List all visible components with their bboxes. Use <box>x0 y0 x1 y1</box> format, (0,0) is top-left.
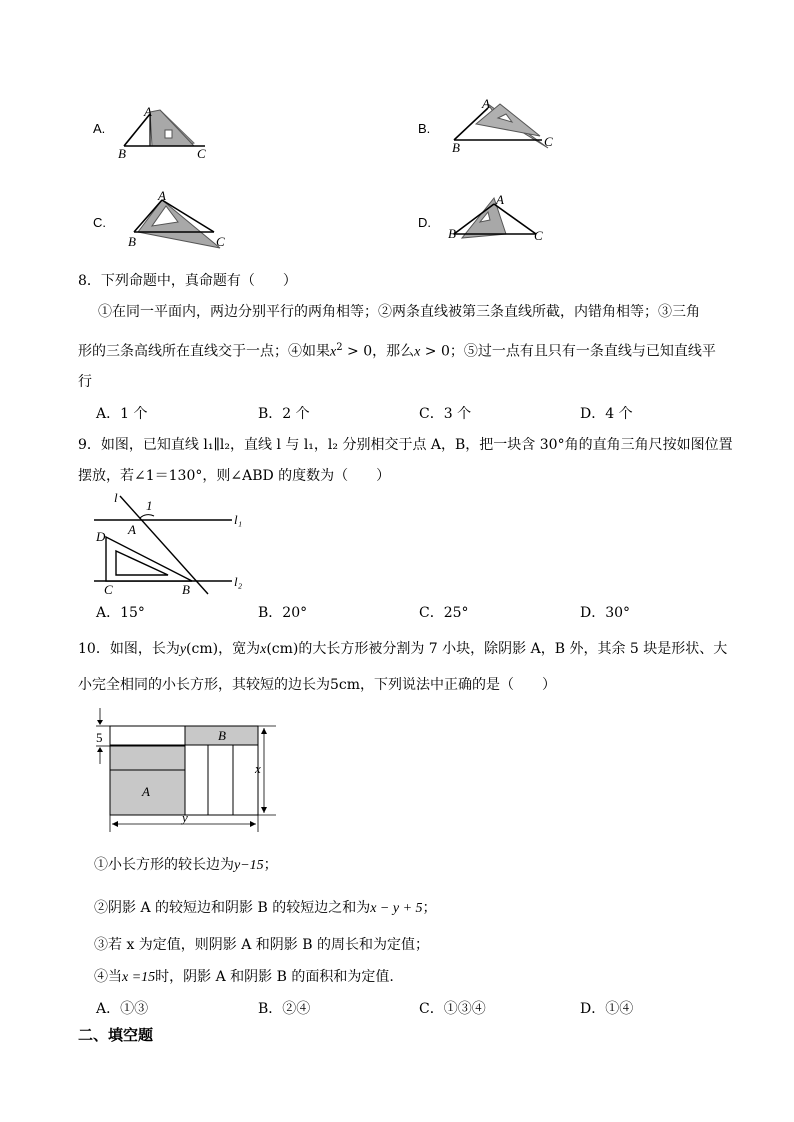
q10-label-y: y <box>182 810 188 825</box>
q10-label-b: B <box>218 728 226 743</box>
q7-a-pt-a: A <box>144 104 152 119</box>
q7-d-pt-a: A <box>496 192 504 207</box>
q10-statement-4: ④当x =15时，阴影 A 和阴影 B 的面积和为定值. <box>94 969 394 985</box>
q9-stem-line2: 摆放，若∠1＝130°，则∠ABD 的度数为（ ） <box>78 468 391 484</box>
q7-option-d-figure <box>440 188 555 250</box>
q10-statement-2: ②阴影 A 的较短边和阴影 B 的较短边之和为x − y + 5； <box>94 900 437 916</box>
q7-option-b-label: B. <box>418 121 431 136</box>
q9-figure <box>82 488 257 598</box>
q9-label-d: D <box>96 529 106 544</box>
q9-label-1: 1 <box>146 498 153 513</box>
q9-label-a: A <box>128 522 136 537</box>
q10-label-5: 5 <box>96 730 103 745</box>
q10-option-d: D．①④ <box>580 1001 634 1017</box>
q7-option-d-label: D. <box>418 215 431 230</box>
q9-stem-line1: 9．如图，已知直线 l₁∥l₂，直线 l 与 l₁，l₂ 分别相交于点 A，B，把一块含 30°角的直角三角尺按如图位置 <box>78 437 733 453</box>
q7-d-pt-c: C <box>534 228 543 243</box>
q7-option-c-figure <box>122 188 237 250</box>
q9-label-l: l <box>114 490 118 505</box>
q9-label-l1: l₁ <box>234 512 243 527</box>
q10-statement-1: ①小长方形的较长边为y−15； <box>94 857 278 873</box>
q9-label-b: B <box>182 582 190 597</box>
q7-c-pt-a: A <box>158 188 166 203</box>
q7-option-c-label: C. <box>93 215 106 230</box>
q7-d-pt-b: B <box>448 226 456 241</box>
q10-stem-line2: 小完全相同的小长方形，其较短的边长为5cm，下列说法中正确的是（ ） <box>78 677 557 693</box>
q9-option-a: A．15° <box>96 605 145 621</box>
q7-a-pt-b: B <box>118 146 126 161</box>
q7-option-a-label: A. <box>93 121 106 136</box>
q9-label-l2: l₂ <box>234 574 243 589</box>
q9-option-c: C．25° <box>419 605 469 621</box>
q10-option-c: C．①③④ <box>419 1001 486 1017</box>
q8-statement-line2: 形的三条高线所在直线交于一点；④如果$x^2 > 0$，那么x > 0；⑤过一点有且只有一条直线与已知直线平 <box>78 342 716 360</box>
q10-label-a: A <box>142 784 150 799</box>
q8-option-b: B．2 个 <box>258 406 310 422</box>
q8-statement-line3: 行 <box>78 374 92 390</box>
q10-label-x: x <box>255 761 261 776</box>
q9-option-b: B．20° <box>258 605 308 621</box>
section-heading-fill-in: 二、填空题 <box>78 1026 154 1044</box>
q8-statement-line1: ①在同一平面内，两边分别平行的两角相等；②两条直线被第三条直线所截，内错角相等；③三角 <box>98 304 700 320</box>
q7-option-b-figure <box>440 96 565 158</box>
q7-b-pt-a: A <box>482 96 490 111</box>
q10-option-a: A．①③ <box>96 1001 149 1017</box>
q10-stem-line1: 10．如图，长为y(cm)，宽为x(cm)的大长方形被分割为 7 小块，除阴影 A，B 外，其余 5 块是形状、大 <box>78 641 728 657</box>
q8-stem: 8．下列命题中，真命题有（ ） <box>78 273 297 289</box>
q7-b-pt-c: C <box>544 134 553 149</box>
q7-c-pt-c: C <box>216 234 225 249</box>
q8-option-c: C．3 个 <box>419 406 472 422</box>
q7-c-pt-b: B <box>128 234 136 249</box>
q8-option-a: A．1 个 <box>96 406 148 422</box>
q9-option-d: D．30° <box>580 605 631 621</box>
q10-option-b: B．②④ <box>258 1001 311 1017</box>
q10-statement-3: ③若 x 为定值，则阴影 A 和阴影 B 的周长和为定值； <box>94 937 429 953</box>
q7-a-pt-c: C <box>197 146 206 161</box>
q7-option-a-figure <box>110 100 220 162</box>
q9-label-c: C <box>104 582 113 597</box>
q8-option-d: D．4 个 <box>580 406 633 422</box>
q10-figure <box>88 702 288 838</box>
q7-b-pt-b: B <box>452 140 460 155</box>
